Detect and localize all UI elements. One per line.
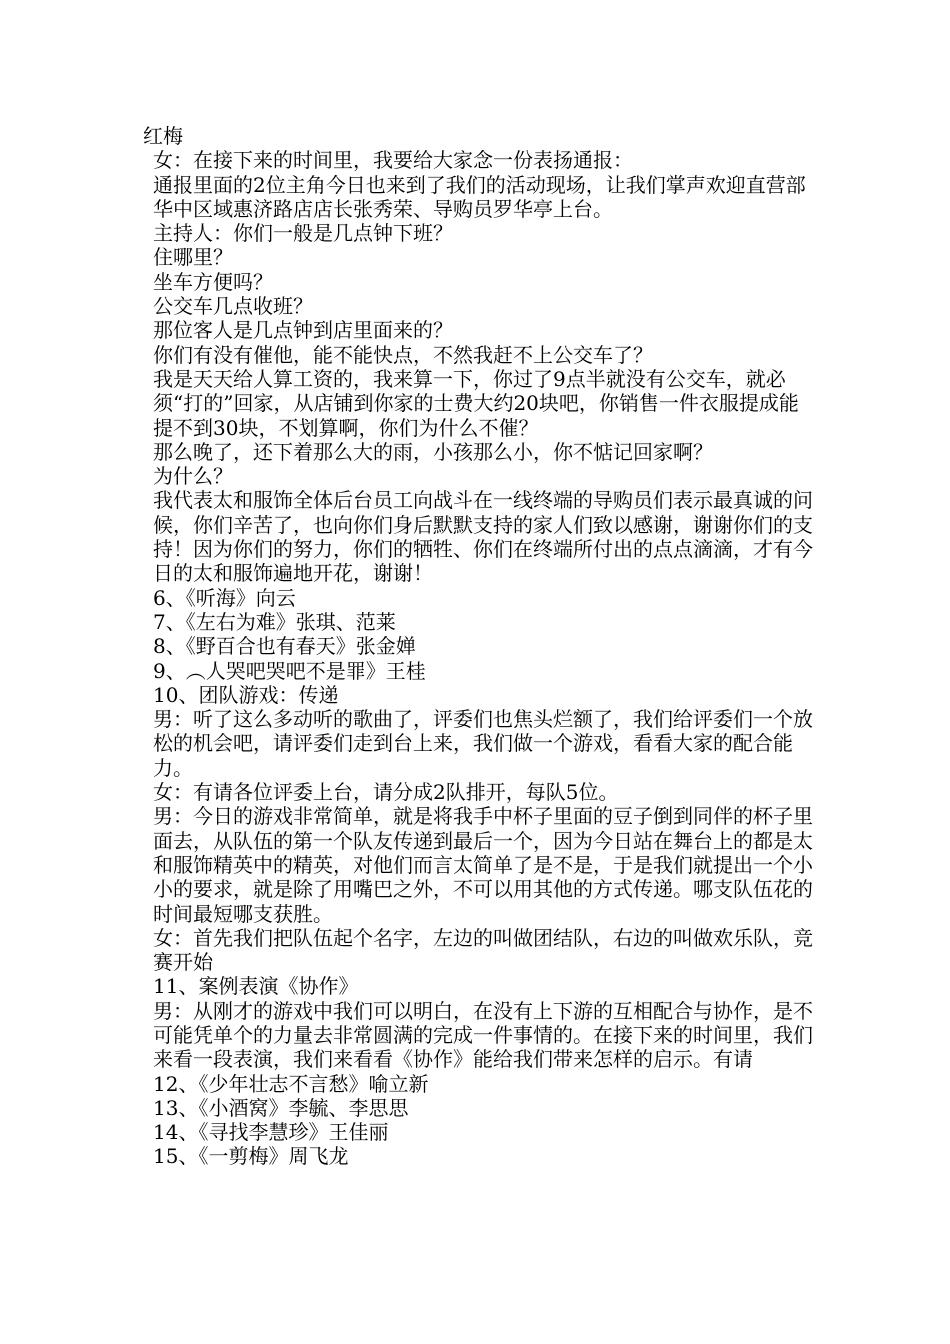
paragraph: 通报里面的2位主角今日也来到了我们的活动现场，让我们掌声欢迎直营部华中区域惠济路店店长张秀荣、导购员罗华亭上台。 (153, 172, 806, 221)
paragraph: 8、《野百合也有春天》张金婵 (153, 634, 416, 659)
paragraph: 为什么？ (153, 464, 233, 489)
paragraph: 男：今日的游戏非常简单，就是将我手中杯子里面的豆子倒到同伴的杯子里面去，从队伍的第一个队友传递到最后一个，因为今日站在舞台上的都是太和服饰精英中的精英，对他们而言太简单了是不是，于是我们就提出一个小小的要求，就是除了用嘴巴之外，不可以用其他的方式传递。哪支队伍花的时间最短哪支获胜。 (153, 804, 813, 926)
paragraph: 男：从刚才的游戏中我们可以明白，在没有上下游的互相配合与协作，是不可能凭单个的力量去非常圆满的完成一件事情的。在接下来的时间里，我们来看一段表演，我们来看看《协作》能给我们带来怎样的启示。有请 (153, 998, 813, 1072)
section-heading: 红梅 (143, 124, 183, 148)
paragraph: 12、《少年壮志不言愁》喻立新 (153, 1071, 429, 1096)
paragraph: 9、︵人哭吧哭吧不是罪》王桂 (153, 658, 426, 683)
paragraph: 6、《听海》向云 (153, 585, 296, 610)
paragraph: 那么晚了，还下着那么大的雨，小孩那么小，你不惦记回家啊？ (153, 439, 713, 464)
paragraph: 主持人：你们一般是几点钟下班？ (153, 221, 453, 246)
paragraph: 15、《一剪梅》周飞龙 (153, 1144, 349, 1169)
paragraph: 女：有请各位评委上台，请分成2队排开，每队5位。 (153, 780, 619, 805)
paragraph: 7、《左右为难》张琪、范莱 (153, 609, 396, 634)
paragraph: 你们有没有催他，能不能快点，不然我赶不上公交车了？ (153, 342, 653, 367)
paragraph: 14、《寻找李慧珍》王佳丽 (153, 1120, 389, 1145)
paragraph: 坐车方便吗？ (153, 269, 273, 294)
paragraph: 男：听了这么多动听的歌曲了，评委们也焦头烂额了，我们给评委们一个放松的机会吧，请评委们走到台上来，我们做一个游戏，看看大家的配合能力。 (153, 707, 813, 780)
document-body (143, 124, 815, 1169)
paragraph: 住哪里？ (153, 245, 233, 270)
paragraph: 我是天天给人算工资的，我来算一下，你过了9点半就没有公交车，就必须“打的”回家，从店铺到你家的士费大约20块吧，你销售一件衣服提成能提不到30块，不划算啊，你们为什么不催？ (153, 366, 799, 440)
paragraph: 那位客人是几点钟到店里面来的？ (153, 318, 453, 343)
paragraph: 11、案例表演《协作》 (153, 974, 359, 999)
paragraph: 我代表太和服饰全体后台员工向战斗在一线终端的导购员们表示最真诚的问候，你们辛苦了，也向你们身后默默支持的家人们致以感谢，谢谢你们的支持！因为你们的努力，你们的牺牲、你们在终端所付出的点点滴滴，才有今日的太和服饰遍地开花，谢谢！ (153, 488, 813, 586)
paragraph: 女：在接下来的时间里，我要给大家念一份表扬通报： (153, 148, 633, 173)
paragraph: 公交车几点收班？ (153, 294, 313, 319)
paragraph: 10、团队游戏：传递 (153, 682, 339, 707)
paragraph: 13、《小酒窝》李毓、李思思 (153, 1095, 409, 1120)
paragraph: 女：首先我们把队伍起个名字，左边的叫做团结队，右边的叫做欢乐队，竞赛开始 (153, 925, 813, 975)
